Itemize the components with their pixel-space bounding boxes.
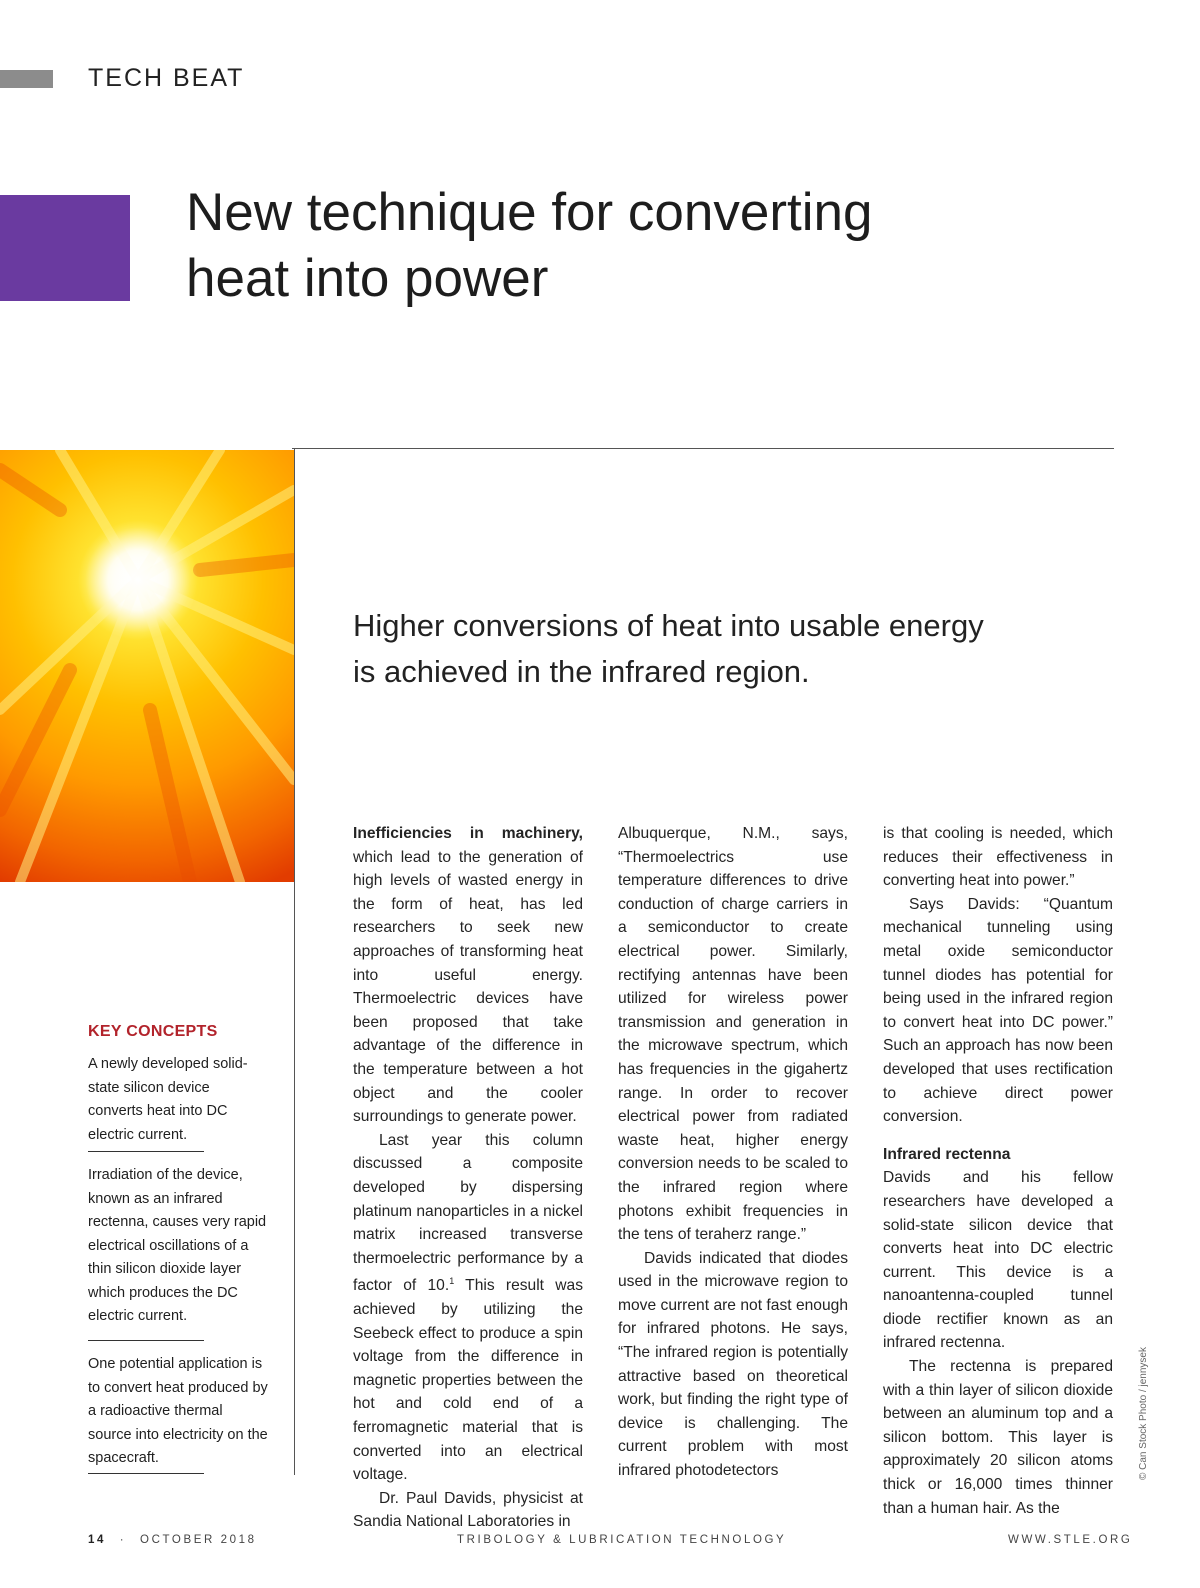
deck-line-2: is achieved in the infrared region.: [353, 654, 810, 689]
key-concepts-title: KEY CONCEPTS: [88, 1023, 218, 1040]
section-tab-bar: [0, 70, 53, 88]
key-concept-item-2: Irradiation of the device, known as an infrared rectenna, causes very rapid electrical oscillations of a thin silicon dioxide layer which produces the DC electric current.: [88, 1167, 267, 1324]
page-number: 14: [88, 1534, 106, 1546]
paragraph-text: which lead to the generation of high levels of wasted energy in the form of heat, has led researchers to seek new approaches of transforming heat into useful energy. Thermoelectric devices have been proposed that take advantage of the difference in the temperature between a hot object and the cooler surroundings to generate power.: [353, 848, 583, 1126]
top-rule: [292, 448, 1114, 449]
heat-burst-image: [0, 450, 294, 882]
headline-line-1: New technique for converting: [186, 183, 873, 242]
footer-publication: TRIBOLOGY & LUBRICATION TECHNOLOGY: [457, 1534, 787, 1546]
photo-credit: © Can Stock Photo / jennysek: [1138, 1347, 1149, 1480]
key-concept-divider-2: [88, 1340, 204, 1341]
deck-line-1: Higher conversions of heat into usable energy: [353, 608, 984, 643]
lead-in: Inefficiencies in machinery,: [353, 825, 583, 842]
paragraph-text: Last year this column discussed a composite developed by dispersing platinum nanoparticles in a nickel matrix increased transverse thermoelectric performance by a factor of 10.: [353, 1131, 583, 1295]
paragraph: Davids indicated that diodes used in the microwave region to move current are not fast enough for infrared photons. He says, “The infrared region is potentially attractive based on theoretical work, but finding the right type of device is challenging. The current problem with most infrared photodetectors: [618, 1249, 848, 1480]
headline-line-2: heat into power: [186, 249, 549, 308]
footer-website[interactable]: WWW.STLE.ORG: [1008, 1534, 1133, 1546]
vertical-rule: [294, 448, 295, 1475]
headline: [186, 180, 1086, 312]
footer-separator: ·: [119, 1534, 127, 1546]
footer-issue: [88, 1534, 257, 1546]
paragraph: Says Davids: “Quantum mechanical tunneling using metal oxide semiconductor tunnel diodes has potential for being used in the infrared region to convert heat into DC power.” Such an approach has now been developed that uses rectification to achieve direct power conversion.: [883, 895, 1113, 1126]
footnote-marker: 1: [449, 1276, 455, 1287]
paragraph: is that cooling is needed, which reduces their effectiveness in converting heat into power.”: [883, 825, 1113, 890]
accent-block: [0, 195, 130, 301]
key-concept-item-1: A newly developed solid-state silicon device converts heat into DC electric current.: [88, 1056, 248, 1143]
section-heading: Infrared rectenna: [883, 1145, 1011, 1163]
key-concept-item-3: One potential application is to convert heat produced by a radioactive thermal source into electricity on the spacecraft.: [88, 1356, 268, 1466]
paragraph: Dr. Paul Davids, physicist at Sandia National Laboratories in: [353, 1489, 583, 1531]
paragraph: The rectenna is prepared with a thin layer of silicon dioxide between an aluminum top and a silicon bottom. This layer is approximately 20 silicon atoms thick or 16,000 times thinner than a human hair. As the: [883, 1358, 1113, 1517]
key-concept-divider-1: [88, 1151, 204, 1152]
article-column-2: [618, 822, 848, 1483]
article-column-1: [353, 822, 583, 1534]
paragraph: Davids and his fellow researchers have developed a solid-state silicon device that converts heat into DC electric current. This device is a nanoantenna-coupled tunnel diode rectifier known as an infrared rectenna.: [883, 1169, 1113, 1352]
key-concept-divider-3: [88, 1473, 204, 1474]
paragraph: [353, 822, 583, 1129]
paragraph: Albuquerque, N.M., says, “Thermoelectrics use temperature differences to drive conduction of charge carriers in a semiconductor to create electrical power. Similarly, rectifying antennas have been utilized for wireless power transmission and generation in the microwave spectrum, which has frequencies in the gigahertz range. In order to recover electrical power from radiated waste heat, higher energy conversion needs to be scaled to the infrared region where photons exhibit frequencies in the tens of teraherz range.”: [618, 825, 848, 1244]
paragraph: [353, 1129, 583, 1487]
article-column-3: [883, 822, 1113, 1520]
paragraph-text: This result was achieved by utilizing the Seebeck effect to produce a spin voltage from the difference in magnetic properties between the hot and cold end of a ferromagnetic material that is converted into an electrical voltage.: [353, 1277, 583, 1484]
deck-subheadline: [353, 603, 1093, 695]
issue-date: OCTOBER 2018: [140, 1534, 257, 1546]
section-label: TECH BEAT: [88, 64, 245, 92]
